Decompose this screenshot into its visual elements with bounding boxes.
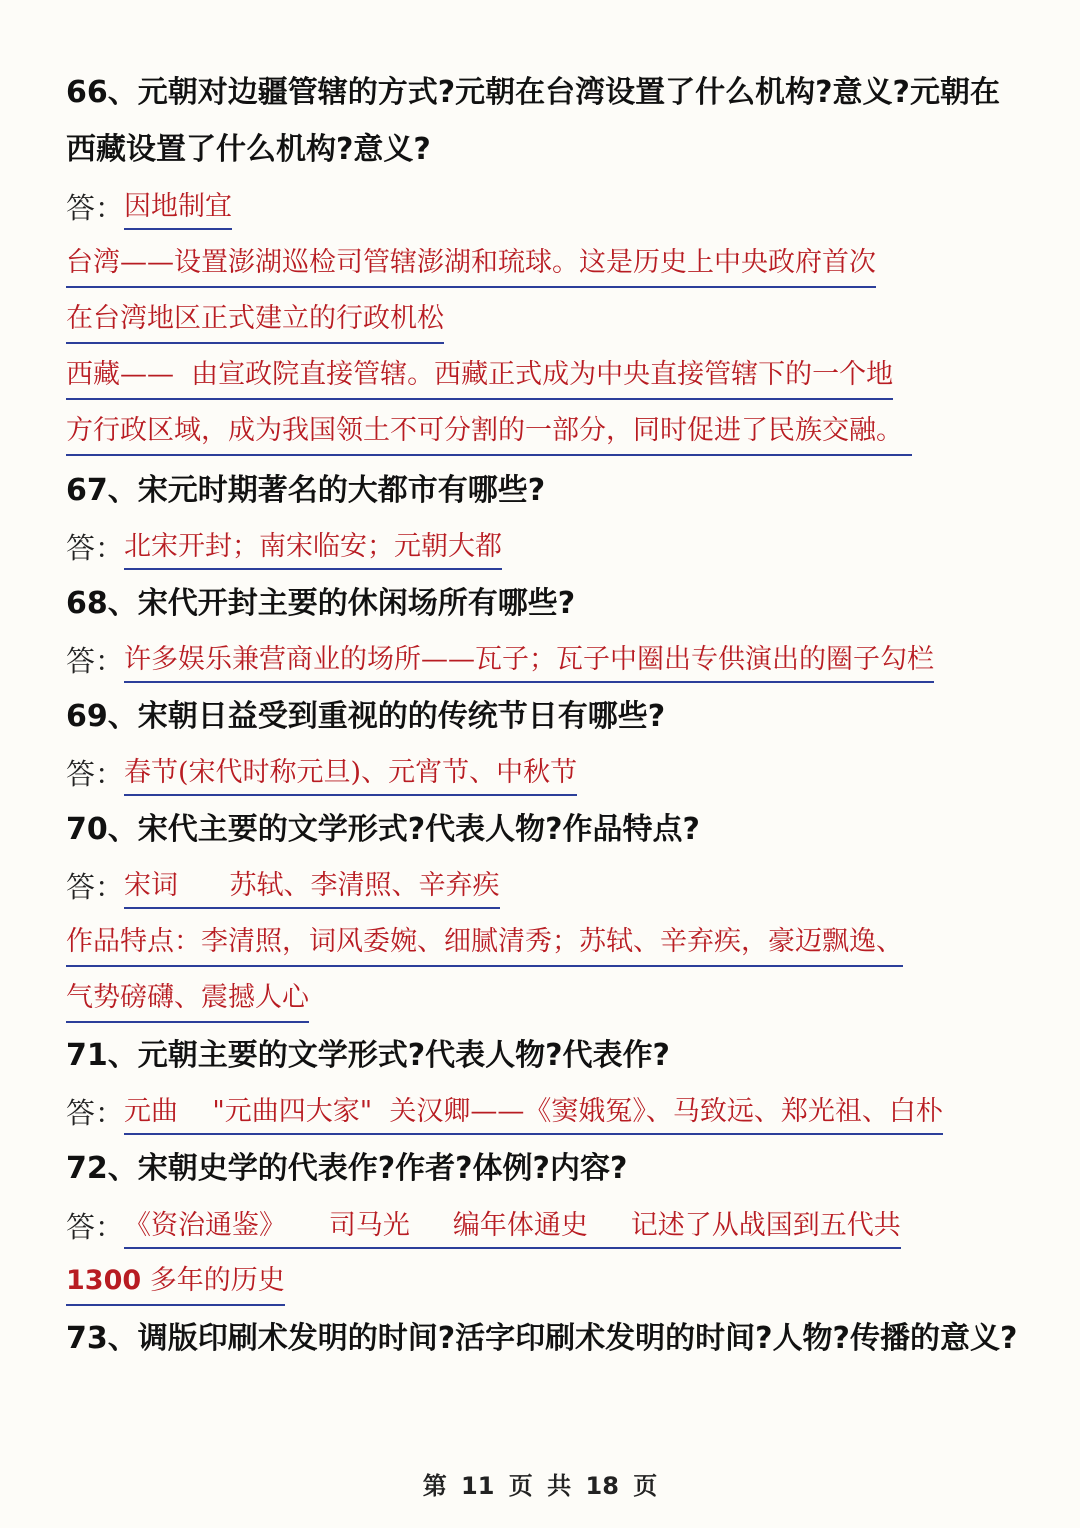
answer-72-rest: 多年的历史 xyxy=(141,1265,285,1296)
answer-66-line-3: 西藏—— 由宣政院直接管辖。西藏正式成为中央直接管辖下的一个地 xyxy=(66,354,893,400)
answer-70-line-1: 作品特点：李清照，词风委婉、细腻清秀；苏轼、辛弃疾，豪迈飘逸、 xyxy=(66,921,903,967)
answer-66-line-2: 在台湾地区正式建立的行政机松 xyxy=(66,298,444,344)
answer-66-line-1: 台湾——设置澎湖巡检司管辖澎湖和琉球。这是历史上中央政府首次 xyxy=(66,242,876,288)
answer-70: 宋词 苏轼、李清照、辛弃疾 xyxy=(124,865,500,909)
question-71: 71、元朝主要的文学形式?代表人物?代表作? xyxy=(66,1038,670,1073)
answer-72-line-2 xyxy=(66,1260,285,1306)
answer-66: 因地制宜 xyxy=(124,186,232,230)
question-73: 73、调版印刷术发明的时间?活字印刷术发明的时间?人物?传播的意义? xyxy=(66,1321,1018,1356)
answer-label: 答： xyxy=(66,870,125,904)
answer-row-72 xyxy=(66,1205,901,1249)
question-68: 68、宋代开封主要的休闲场所有哪些? xyxy=(66,586,576,621)
answer-label: 答： xyxy=(66,757,125,791)
answer-row-66 xyxy=(66,186,232,230)
answer-72-number: 1300 xyxy=(66,1265,142,1296)
question-69: 69、宋朝日益受到重视的的传统节日有哪些? xyxy=(66,699,666,734)
answer-row-68 xyxy=(66,639,934,683)
question-66: 66、元朝对边疆管辖的方式?元朝在台湾设置了什么机构?意义?元朝在西藏设置了什么机构?意义? xyxy=(66,75,1000,167)
question-67: 67、宋元时期著名的大都市有哪些? xyxy=(66,473,546,508)
answer-label: 答： xyxy=(66,1210,125,1244)
answer-label: 答： xyxy=(66,1096,125,1130)
answer-label: 答： xyxy=(66,191,125,225)
question-72: 72、宋朝史学的代表作?作者?体例?内容? xyxy=(66,1151,628,1186)
answer-70-line-2: 气势磅礴、震撼人心 xyxy=(66,977,309,1023)
answer-66-line-4: 方行政区域，成为我国领土不可分割的一部分，同时促进了民族交融。 xyxy=(66,410,912,456)
answer-label: 答： xyxy=(66,531,125,565)
question-70: 70、宋代主要的文学形式?代表人物?作品特点? xyxy=(66,812,700,847)
answer-71: 元曲 "元曲四大家" 关汉卿——《窦娥冤》、马致远、郑光祖、白朴 xyxy=(124,1091,943,1135)
answer-72: 《资治通鉴》 司马光 编年体通史 记述了从战国到五代共 xyxy=(124,1205,901,1249)
answer-67: 北宋开封；南宋临安；元朝大都 xyxy=(124,526,502,570)
answer-row-71 xyxy=(66,1091,943,1135)
page-footer: 第 11 页 共 18 页 xyxy=(422,1472,658,1500)
answer-69: 春节(宋代时称元旦)、元宵节、中秋节 xyxy=(124,752,577,796)
answer-row-67 xyxy=(66,526,502,570)
answer-68: 许多娱乐兼营商业的场所——瓦子；瓦子中圈出专供演出的圈子勾栏 xyxy=(124,639,934,683)
answer-row-69 xyxy=(66,752,577,796)
answer-label: 答： xyxy=(66,644,125,678)
answer-row-70 xyxy=(66,865,500,909)
